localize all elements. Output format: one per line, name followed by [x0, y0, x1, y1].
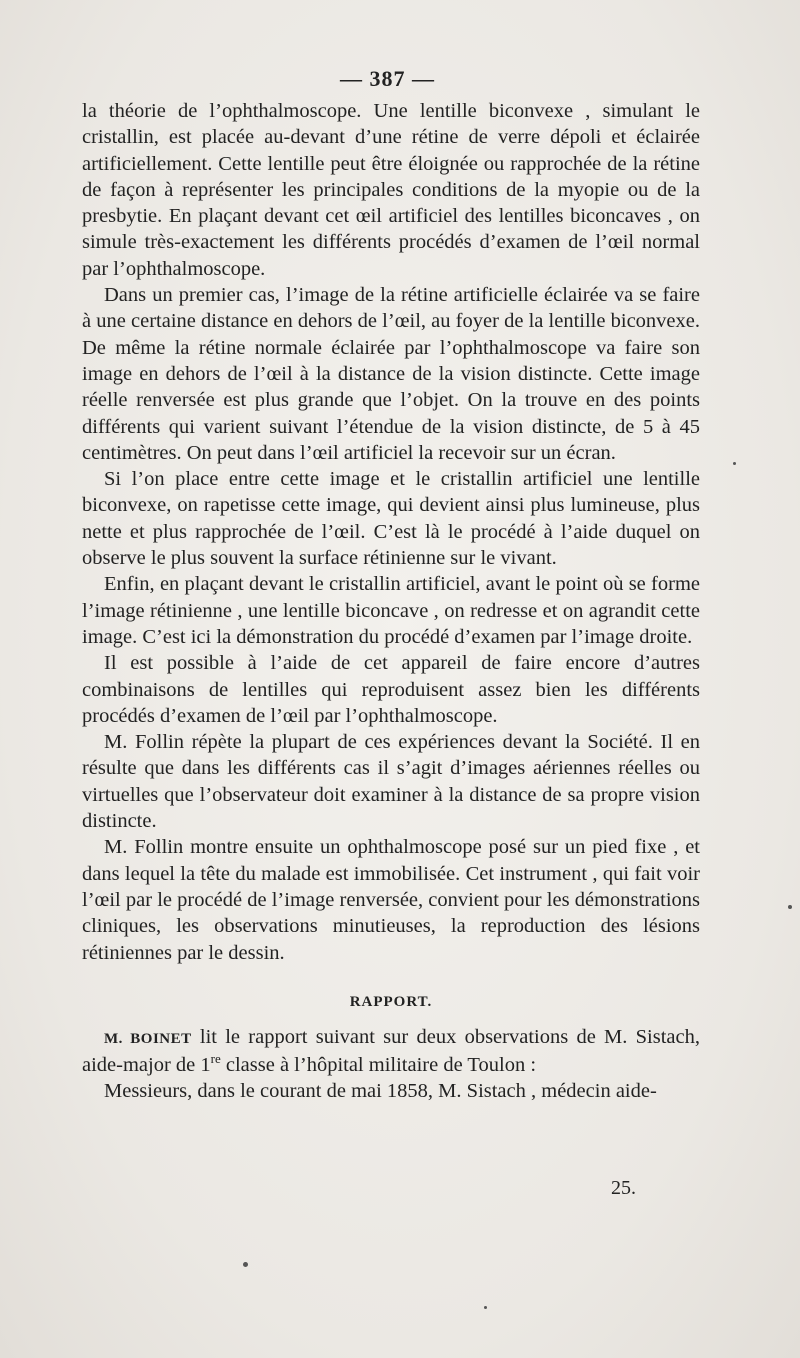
page-number: — 387 —	[340, 66, 435, 91]
ink-speck	[484, 1306, 487, 1309]
paragraph-4: Enfin, en plaçant devant le cristallin artificiel, avant le point où se forme l’image rétinienne , une lentille biconcave , on redresse et on agrandit cette image. C’est ici la démonstration du procédé d’examen par l’image droite.	[82, 573, 700, 648]
ink-speck	[243, 1262, 248, 1267]
paragraph-5: Il est possible à l’aide de cet appareil de faire encore d’autres combinaisons de lentilles qui reproduisent assez bien les différents procédés d’examen de l’œil par l’ophthalmoscope.	[82, 652, 700, 727]
ink-speck	[733, 462, 736, 465]
paragraph-1: la théorie de l’ophthalmoscope. Une lentille biconvexe , simulant le cristallin, est placée au-devant d’une rétine de verre dépoli et éclairée artificiellement. Cette lentille peut être éloignée ou rapprochée de la rétine de façon à représenter les principales conditions de la myopie ou de la presbytie. En plaçant devant cet œil artificiel des lentilles biconcaves , on simule très-exactement les différents procédés d’examen de l’œil normal par l’ophthalmoscope.	[82, 100, 700, 280]
ordinal-number: 1	[200, 1054, 211, 1077]
speaker-name: M. BOINET	[104, 1030, 192, 1047]
report-text-a: lit le rapport suivant sur deux observations de M. Sistach, aide-major de	[82, 1025, 700, 1077]
paragraph-3: Si l’on place entre cette image et le cristallin artificiel une lentille biconvexe, on rapetisse cette image, qui devient ainsi plus lumineuse, plus nette et plus rapprochée de l’œil. C’est là le procédé à l’aide duquel on observe le plus souvent la surface rétinienne sur le vivant.	[82, 468, 700, 570]
paragraph-7: M. Follin montre ensuite un ophthalmoscope posé sur un pied fixe , et dans lequel la tête du malade est immobilisée. Cet instrument , qui fait voir l’œil par le procédé de l’image renversée, convient pour les démonstrations cliniques, les observations minutieuses, la reproduction des lésions rétiniennes par le dessin.	[82, 836, 700, 964]
report-paragraph-1	[82, 1024, 700, 1079]
report-text-b: classe à l’hôpital militaire de Toulon :	[220, 1054, 537, 1077]
body-text	[82, 98, 700, 1105]
ink-speck	[788, 905, 792, 909]
report-paragraph-2: Messieurs, dans le courant de mai 1858, M. Sistach , médecin aide-	[104, 1080, 657, 1103]
signature-mark: 25.	[611, 1177, 636, 1199]
ordinal-superscript: re	[210, 1051, 221, 1067]
section-heading: RAPPORT.	[349, 993, 433, 1010]
paragraph-6: M. Follin répète la plupart de ces expériences devant la Société. Il en résulte que dans les différents cas il s’agit d’images aériennes réelles ou virtuelles que l’observateur doit examiner à la distance de sa propre vision distincte.	[82, 731, 700, 833]
paragraph-2: Dans un premier cas, l’image de la rétine artificielle éclairée va se faire à une certaine distance en dehors de l’œil, au foyer de la lentille biconvexe. De même la rétine normale éclairée par l’ophthalmoscope va faire son image en dehors de l’œil à la distance de la vision distincte. Cette image réelle renversée est plus grande que l’objet. On la trouve en des points différents qui varient suivant l’étendue de la vision distincte, de 5 à 45 centimètres. On peut dans l’œil artificiel la recevoir sur un écran.	[82, 284, 700, 464]
